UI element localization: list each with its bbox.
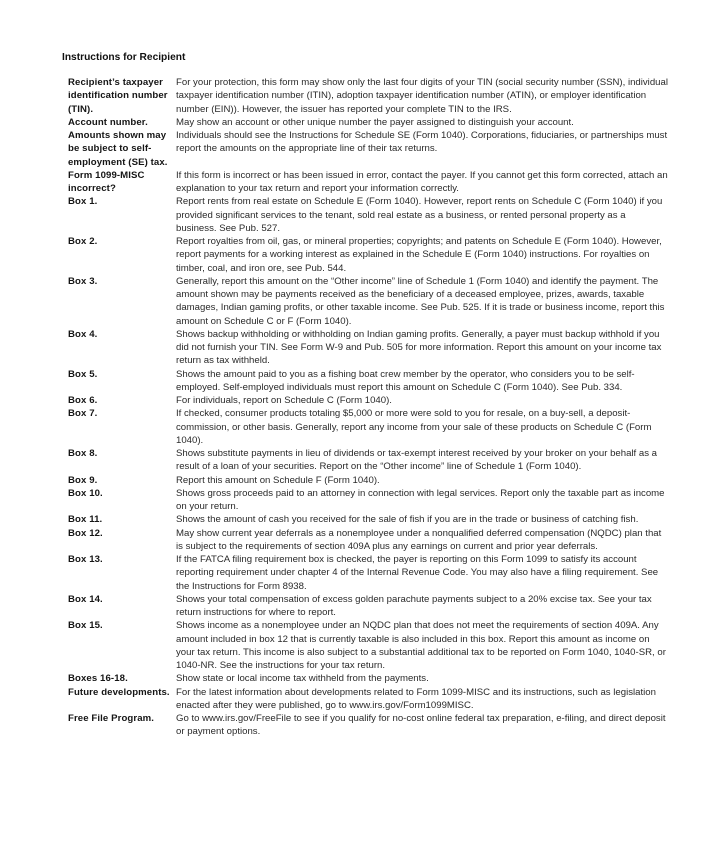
instruction-row-box-8 [68, 447, 668, 474]
row-text: May show current year deferrals as a nonemployee under a nonqualified deferred compensation (NQDC) plan that is subject to the requirements of section 409A plus any earnings on current and prior year deferrals. [176, 527, 662, 552]
row-text: Shows the amount of cash you received for the sale of fish if you are in the trade or business of catching fish. [176, 514, 639, 526]
row-label: Box 3. [68, 275, 98, 287]
instruction-row-box-9 [68, 474, 668, 487]
row-text: For the latest information about developments related to Form 1099-MISC and its instructions, such as legislation enacted after they were published, go to www.irs.gov/Form1099MISC. [176, 686, 656, 711]
instruction-row-free-file [68, 712, 668, 739]
row-label: Box 7. [68, 408, 98, 420]
row-label: Form 1099-MISC incorrect? [68, 169, 145, 194]
row-text: Show state or local income tax withheld from the payments. [176, 673, 429, 685]
row-text: Shows backup withholding or withholding on Indian gaming profits. Generally, a payer must backup withhold if you did not furnish your TIN. See Form W-9 and Pub. 505 for more information. Report this amount on your income tax return as tax withheld. [176, 328, 662, 367]
row-label: Box 1. [68, 196, 98, 208]
row-text: Shows your total compensation of excess golden parachute payments subject to a 20% excise tax. See your tax return instructions for where to report. [176, 593, 652, 618]
row-label: Amounts shown may be subject to self-employment (SE) tax. [68, 130, 168, 168]
row-text: If this form is incorrect or has been issued in error, contact the payer. If you cannot get this form corrected, attach an explanation to your tax return and report your information correctly. [176, 169, 668, 194]
row-label: Box 9. [68, 474, 98, 486]
row-label: Box 10. [68, 487, 103, 499]
instruction-row-account-number [68, 116, 668, 129]
row-text: Report rents from real estate on Schedule E (Form 1040). However, report rents on Schedule C (Form 1040) if you provided significant services to the tenant, sold real estate as a business, or rented personal property as a business. See Pub. 527. [176, 196, 663, 234]
instruction-row-se-tax [68, 129, 668, 169]
row-label: Box 6. [68, 395, 98, 406]
instruction-row-box-6 [68, 394, 668, 407]
instruction-row-boxes-16-18 [68, 672, 668, 685]
instruction-row-form-incorrect [68, 169, 668, 196]
row-text: Shows gross proceeds paid to an attorney in connection with legal services. Report only the taxable part as income on your return. [176, 487, 665, 512]
instruction-row-future-developments [68, 686, 668, 713]
instruction-row-box-11 [68, 513, 668, 526]
row-text: Report this amount on Schedule F (Form 1040). [176, 474, 380, 486]
instruction-row-box-10 [68, 487, 668, 514]
row-label: Account number. [68, 116, 148, 128]
row-text: If checked, consumer products totaling $5,000 or more were sold to you for resale, on a buy-sell, a deposit-commission, or other basis. Generally, report any income from your sale of these products on Schedule C (Form 1040). [176, 408, 652, 446]
instruction-row-box-5 [68, 368, 668, 395]
row-text: May show an account or other unique number the payer assigned to distinguish your account. [176, 116, 574, 128]
row-text: Report royalties from oil, gas, or mineral properties; copyrights; and patents on Schedule E (Form 1040). However, report payments for a working interest as explained in the Schedule E (Form 1040) instructions. For royalties on timber, coal, and iron ore, see Pub. 544. [176, 236, 662, 274]
row-text: For individuals, report on Schedule C (Form 1040). [176, 395, 392, 406]
instruction-row-box-7 [68, 407, 668, 447]
row-text: Generally, report this amount on the “Other income” line of Schedule 1 (Form 1040) and identify the payment. The amount shown may be payments received as the beneficiary of a deceased employee, prizes, awards, taxable damages, Indian gaming profits, or other taxable income. See Pub. 525. If it is trade or business income, report this amount on Schedule C or F (Form 1040). [176, 275, 665, 327]
page-title: Instructions for Recipient [62, 52, 186, 63]
row-label: Recipient’s taxpayer identification number (TIN). [68, 77, 168, 115]
instruction-row-tin [68, 76, 668, 116]
row-label: Free File Program. [68, 713, 155, 724]
row-label: Box 15. [68, 620, 103, 632]
instruction-row-box-2 [68, 235, 668, 275]
row-label: Box 4. [68, 328, 98, 340]
row-label: Box 11. [68, 514, 103, 526]
row-label: Future developments. [68, 686, 170, 698]
row-text: Individuals should see the Instructions for Schedule SE (Form 1040). Corporations, fiduciaries, or partnerships must report the amounts on the appropriate line of their tax returns. [176, 130, 668, 155]
instruction-row-box-14 [68, 593, 668, 620]
row-text: Go to www.irs.gov/FreeFile to see if you qualify for no-cost online federal tax preparation, e-filing, and direct deposit or payment options. [176, 713, 666, 738]
row-label: Box 12. [68, 527, 103, 539]
row-text: If the FATCA filing requirement box is checked, the payer is reporting on this Form 1099 to satisfy its account reporting requirement under chapter 4 of the Internal Revenue Code. You may also have a filing requirement. See the Instructions for Form 8938. [176, 554, 659, 592]
instruction-row-box-4 [68, 328, 668, 368]
row-label: Box 2. [68, 236, 98, 247]
instruction-row-box-13 [68, 553, 668, 593]
instruction-row-box-1 [68, 195, 668, 235]
row-label: Box 5. [68, 368, 98, 380]
instructions-list [68, 76, 668, 739]
row-label: Box 8. [68, 448, 98, 459]
row-text: Shows substitute payments in lieu of dividends or tax-exempt interest received by your broker on your behalf as a result of a loan of your securities. Report on the “Other income” line of Schedule 1 (Form 1040). [176, 448, 658, 473]
row-text: For your protection, this form may show only the last four digits of your TIN (social security number (SSN), individual taxpayer identification number (ITIN), adoption taxpayer identification number (ATIN), or employer identification number (EIN)). However, the issuer has reported your complete TIN to the IRS. [176, 77, 668, 115]
row-label: Box 13. [68, 554, 103, 565]
row-label: Box 14. [68, 593, 103, 605]
row-label: Boxes 16-18. [68, 673, 128, 685]
instruction-row-box-15 [68, 619, 668, 672]
row-text: Shows income as a nonemployee under an NQDC plan that does not meet the requirements of section 409A. Any amount included in box 12 that is currently taxable is also included in this box. Report this amount as income on your tax return. This income is also subject to a substantial additional tax to be reported on Form 1040, 1040-SR, or 1040-NR. See the instructions for your tax return. [176, 620, 666, 671]
row-text: Shows the amount paid to you as a fishing boat crew member by the operator, who considers you to be self-employed. Self-employed individuals must report this amount on Schedule C (Form 1040). See Pub. 334. [176, 368, 635, 393]
instruction-row-box-3 [68, 275, 668, 328]
instruction-row-box-12 [68, 527, 668, 554]
